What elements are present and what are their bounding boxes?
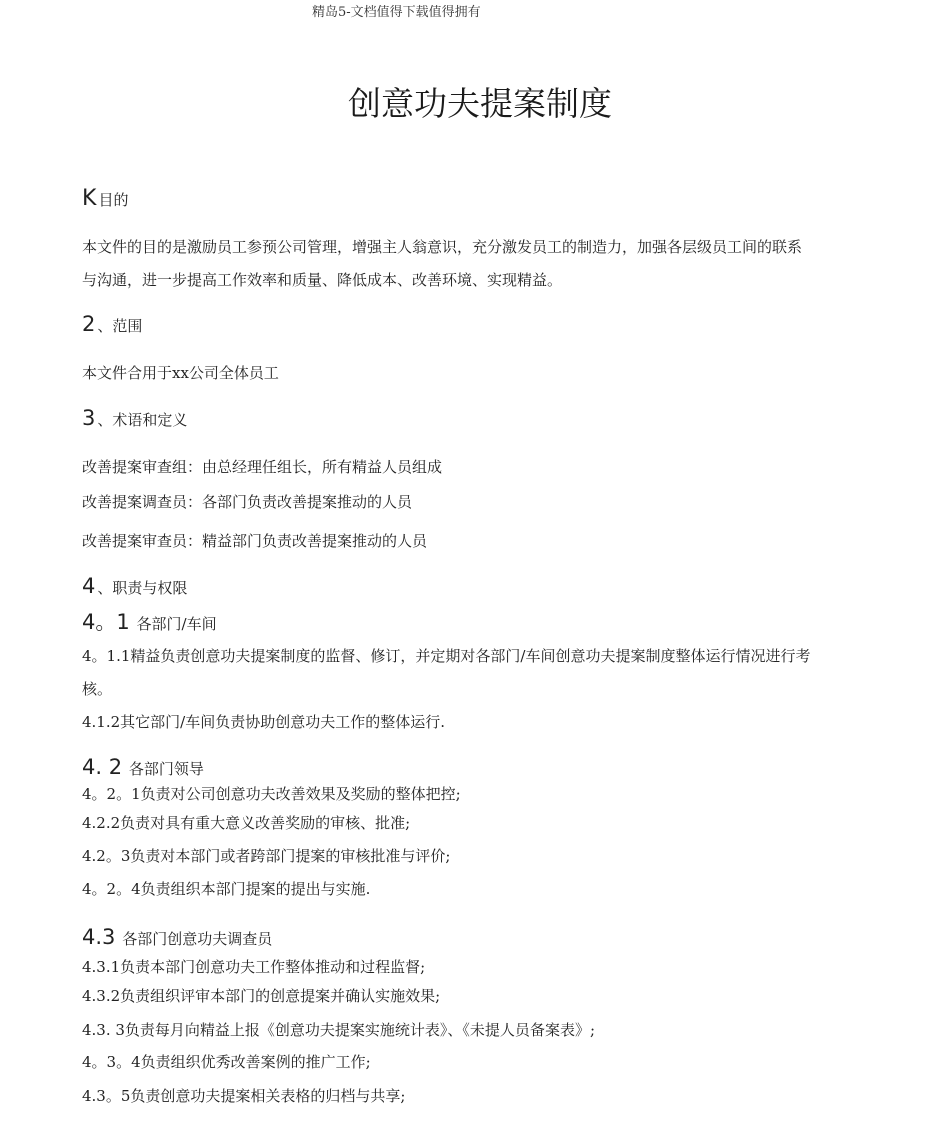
paragraph-line: 4。1.1精益负责创意功夫提案制度的监督、修订，并定期对各部门/车间创意功夫提案制度整体运行情况进行考 (82, 647, 811, 665)
heading-text: 各部门/车间 (136, 615, 217, 633)
paragraph-line: 4.3.2负责组织评审本部门的创意提案并确认实施效果; (82, 987, 441, 1005)
header-note: 精岛5-文档值得下载值得拥有 (312, 5, 481, 20)
heading-scope (82, 312, 142, 336)
heading-number: 4. 2 (82, 755, 123, 779)
subheading-dept-leaders (82, 755, 204, 779)
paragraph-line: 4.3. 3负责每月向精益上报《创意功夫提案实施统计表》、《未提人员备案表》; (82, 1021, 595, 1039)
heading-terms (82, 406, 187, 430)
subheading-departments (82, 606, 217, 636)
heading-number: 2 (82, 312, 96, 336)
paragraph-line: 4。2。4负责组织本部门提案的提出与实施. (82, 880, 371, 898)
paragraph-line: 改善提案审查员：精益部门负责改善提案推动的人员 (82, 532, 428, 550)
heading-number: K (82, 186, 97, 211)
heading-number: 4。1 (82, 610, 130, 634)
paragraph-line: 本文件合用于xx公司全体员工 (82, 364, 279, 382)
paragraph-line: 改善提案调查员：各部门负责改善提案推动的人员 (82, 493, 413, 511)
paragraph-line: 4.2.2负责对具有重大意义改善奖励的审核、批准; (82, 814, 411, 832)
heading-text: 各部门领导 (128, 760, 204, 778)
heading-text: 目的 (98, 191, 129, 209)
paragraph-line: 改善提案审查组：由总经理任组长，所有精益人员组成 (82, 458, 443, 476)
heading-purpose (82, 186, 128, 211)
paragraph-line: 4。3。4负责组织优秀改善案例的推广工作; (82, 1053, 371, 1071)
paragraph-line: 4.3。5负责创意功夫提案相关表格的归档与共享; (82, 1087, 406, 1105)
heading-number: 4.3 (82, 925, 116, 949)
paragraph-line: 4.2。3负责对本部门或者跨部门提案的审核批准与评价; (82, 847, 451, 865)
paragraph-line: 4。2。1负责对公司创意功夫改善效果及奖励的整体把控; (82, 785, 461, 803)
heading-number: 4 (82, 574, 96, 598)
document-title: 创意功夫提案制度 (348, 84, 612, 123)
heading-text: 各部门创意功夫调查员 (122, 930, 273, 948)
heading-text: 、范围 (97, 317, 143, 335)
paragraph-line: 与沟通，进一步提高工作效率和质量、降低成本、改善环境、实现精益。 (82, 271, 563, 289)
heading-text: 、职责与权限 (97, 579, 188, 597)
heading-number: 3 (82, 406, 96, 430)
heading-responsibilities (82, 574, 187, 598)
paragraph-line: 核。 (82, 680, 113, 698)
paragraph-line: 本文件的目的是激励员工参预公司管理，增强主人翁意识，充分激发员工的制造力，加强各层级员工间的联系 (82, 238, 803, 256)
paragraph-line: 4.1.2其它部门/车间负责协助创意功夫工作的整体运行. (82, 713, 445, 731)
subheading-investigators (82, 925, 272, 949)
heading-text: 、术语和定义 (97, 411, 188, 429)
paragraph-line: 4.3.1负责本部门创意功夫工作整体推动和过程监督; (82, 958, 426, 976)
